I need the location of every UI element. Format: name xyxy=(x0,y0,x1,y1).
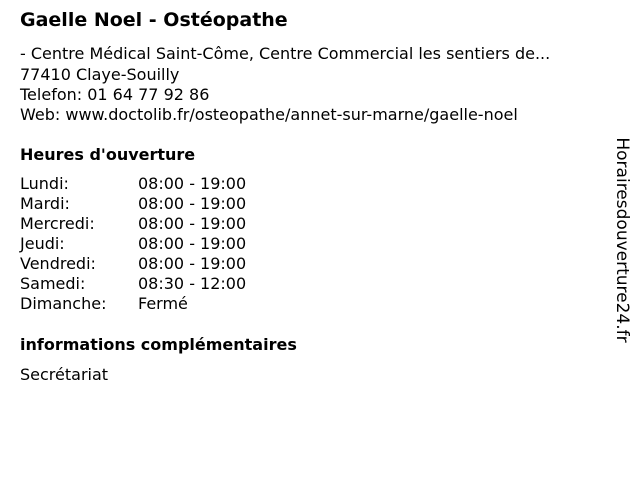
site-watermark: Horairesdouverture24.fr xyxy=(612,137,632,343)
business-title: Gaelle Noel - Ostéopathe xyxy=(20,9,288,31)
time-range: 08:00 - 19:00 xyxy=(138,174,247,193)
city-line: 77410 Claye-Souilly xyxy=(20,65,180,84)
time-range: 08:00 - 19:00 xyxy=(138,254,247,273)
day-label: Jeudi: xyxy=(20,234,65,253)
day-label: Lundi: xyxy=(20,174,69,193)
phone-line: Telefon: 01 64 77 92 86 xyxy=(20,85,210,104)
day-label: Dimanche: xyxy=(20,294,107,313)
day-label: Mercredi: xyxy=(20,214,95,233)
day-label: Vendredi: xyxy=(20,254,96,273)
hours-row-saturday xyxy=(20,274,246,294)
hours-row-wednesday xyxy=(20,214,246,234)
hours-row-friday xyxy=(20,254,246,274)
time-range: Fermé xyxy=(138,294,188,313)
day-label: Samedi: xyxy=(20,274,86,293)
time-range: 08:00 - 19:00 xyxy=(138,214,247,233)
hours-row-thursday xyxy=(20,234,246,254)
website-line: Web: www.doctolib.fr/osteopathe/annet-sur-marne/gaelle-noel xyxy=(20,105,518,124)
day-label: Mardi: xyxy=(20,194,70,213)
hours-row-sunday xyxy=(20,294,246,314)
time-range: 08:30 - 12:00 xyxy=(138,274,247,293)
address-line: - Centre Médical Saint-Côme, Centre Commercial les sentiers de... xyxy=(20,44,551,63)
time-range: 08:00 - 19:00 xyxy=(138,194,247,213)
opening-hours-table xyxy=(20,174,246,314)
additional-info-heading: informations complémentaires xyxy=(20,335,297,354)
hours-row-monday xyxy=(20,174,246,194)
additional-info-item: Secrétariat xyxy=(20,365,109,384)
hours-row-tuesday xyxy=(20,194,246,214)
time-range: 08:00 - 19:00 xyxy=(138,234,247,253)
opening-hours-heading: Heures d'ouverture xyxy=(20,145,196,164)
